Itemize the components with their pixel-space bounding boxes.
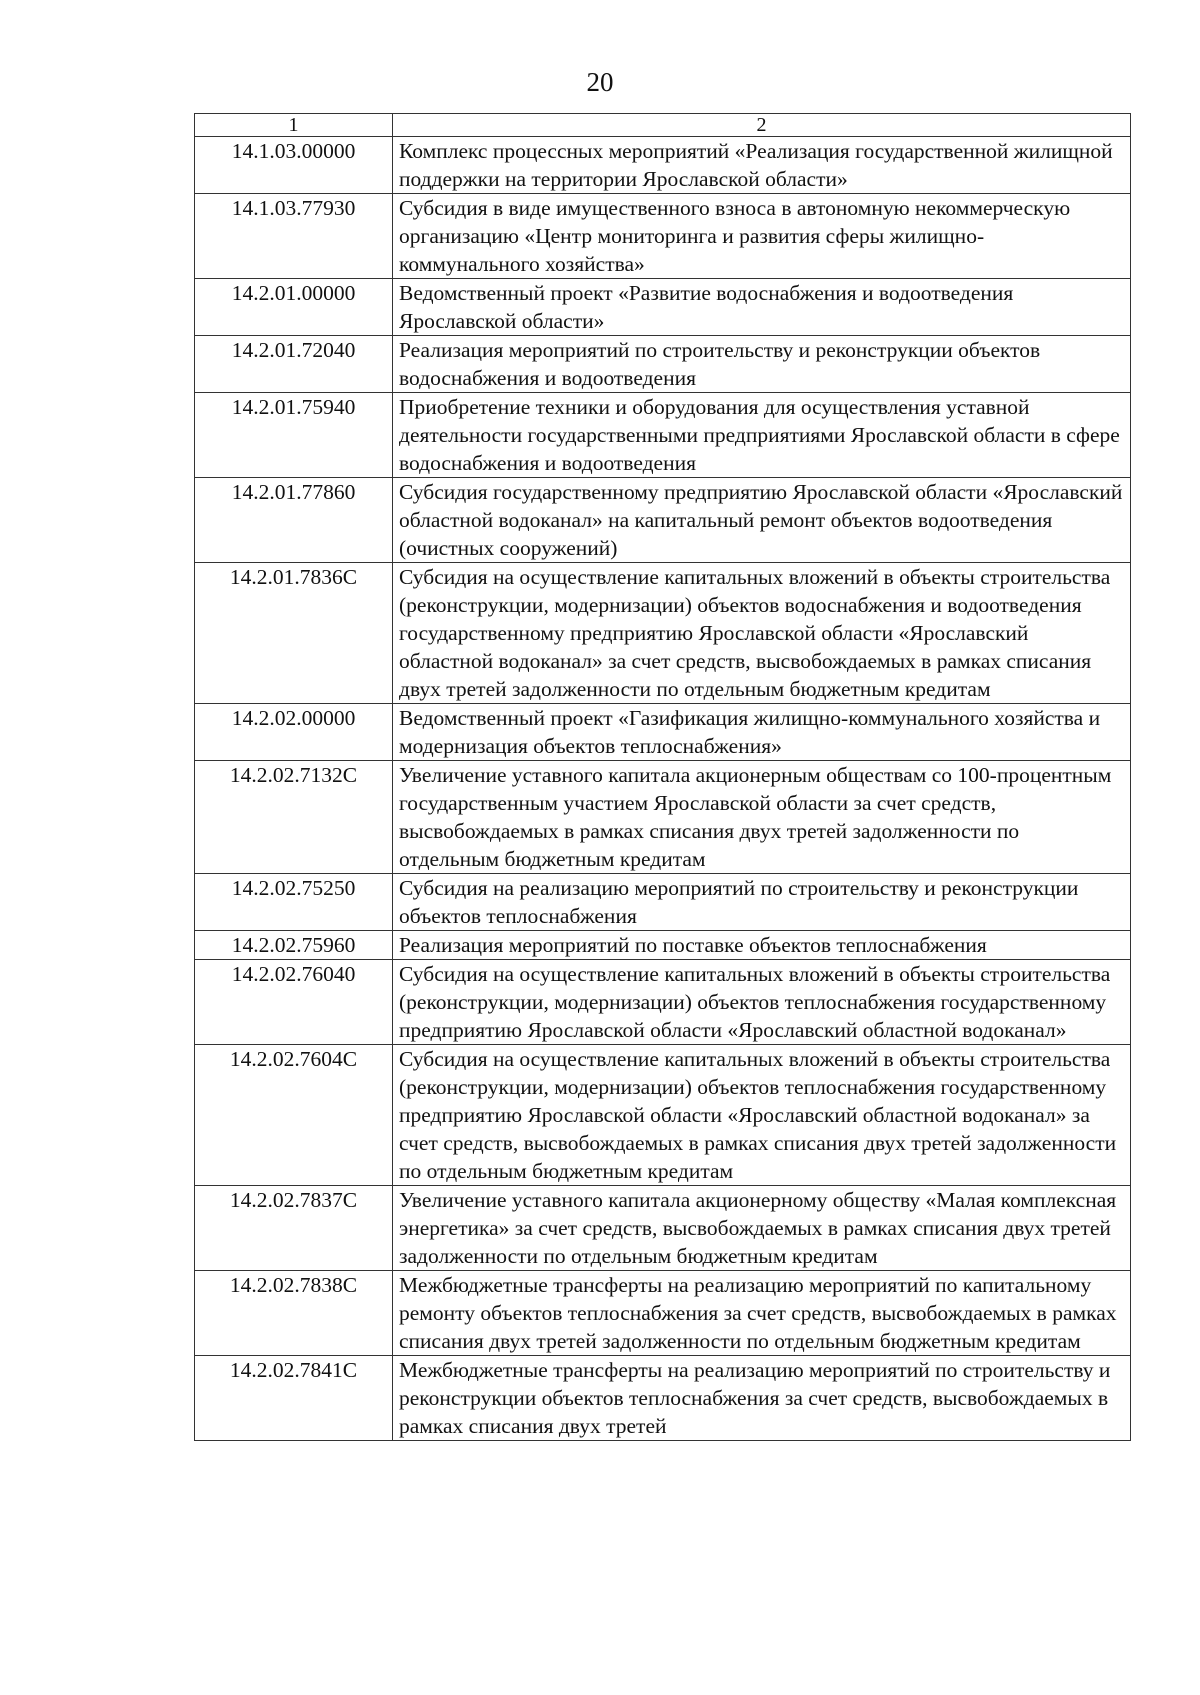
table-row [195,1356,1131,1441]
row-code: 14.2.01.72040 [195,336,393,393]
row-description: Увеличение уставного капитала акционерному обществу «Малая комплексная энергетика» за счет средств, высвобождаемых в рамках списания двух третей задолженности по отдельным бюджетным кредитам [393,1186,1131,1271]
row-code: 14.1.03.00000 [195,137,393,194]
row-code: 14.2.02.7837С [195,1186,393,1271]
row-description: Субсидия на осуществление капитальных вложений в объекты строительства (реконструкции, модернизации) объектов теплоснабжения государственному предприятию Ярославской области «Ярославский областной водоканал» за счет средств, высвобождаемых в рамках списания двух третей задолженности по отдельным бюджетным кредитам [393,1045,1131,1186]
page-number: 20 [586,67,614,97]
table-row [195,960,1131,1045]
row-code: 14.2.02.00000 [195,704,393,761]
table-row [195,393,1131,478]
column-header-description: 2 [393,114,1131,137]
row-code: 14.2.02.7838С [195,1271,393,1356]
row-description: Субсидия на осуществление капитальных вложений в объекты строительства (реконструкции, модернизации) объектов теплоснабжения государственному предприятию Ярославской области «Ярославский областной водоканал» [393,960,1131,1045]
row-code: 14.2.02.7604С [195,1045,393,1186]
table-row [195,1186,1131,1271]
column-header-code: 1 [195,114,393,137]
table-body [195,114,1131,1441]
row-description: Комплекс процессных мероприятий «Реализация государственной жилищной поддержки на территории Ярославской области» [393,137,1131,194]
row-description: Межбюджетные трансферты на реализацию мероприятий по строительству и реконструкции объектов теплоснабжения за счет средств, высвобождаемых в рамках списания двух третей [393,1356,1131,1441]
row-code: 14.1.03.77930 [195,194,393,279]
table-row [195,137,1131,194]
table-row [195,194,1131,279]
budget-code-table [194,113,1131,1441]
row-code: 14.2.02.7132С [195,761,393,874]
table-row [195,704,1131,761]
row-description: Межбюджетные трансферты на реализацию мероприятий по капитальному ремонту объектов теплоснабжения за счет средств, высвобождаемых в рамках списания двух третей задолженности по отдельным бюджетным кредитам [393,1271,1131,1356]
row-code: 14.2.01.75940 [195,393,393,478]
table-row [195,874,1131,931]
row-code: 14.2.02.75250 [195,874,393,931]
row-description: Субсидия на осуществление капитальных вложений в объекты строительства (реконструкции, модернизации) объектов водоснабжения и водоотведения государственному предприятию Ярославской области «Ярославский областной водоканал» за счет средств, высвобождаемых в рамках списания двух третей задолженности по отдельным бюджетным кредитам [393,563,1131,704]
table-row [195,478,1131,563]
table-row [195,563,1131,704]
row-code: 14.2.02.75960 [195,931,393,960]
row-code: 14.2.02.76040 [195,960,393,1045]
table-header-row [195,114,1131,137]
row-description: Приобретение техники и оборудования для осуществления уставной деятельности государственными предприятиями Ярославской области в сфере водоснабжения и водоотведения [393,393,1131,478]
table-row [195,1045,1131,1186]
row-description: Увеличение уставного капитала акционерным обществам со 100-процентным государственным участием Ярославской области за счет средств, высвобождаемых в рамках списания двух третей задолженности по отдельным бюджетным кредитам [393,761,1131,874]
row-description: Реализация мероприятий по строительству и реконструкции объектов водоснабжения и водоотведения [393,336,1131,393]
row-code: 14.2.02.7841С [195,1356,393,1441]
row-description: Субсидия на реализацию мероприятий по строительству и реконструкции объектов теплоснабжения [393,874,1131,931]
row-description: Субсидия в виде имущественного взноса в автономную некоммерческую организацию «Центр мониторинга и развития сферы жилищно-коммунального хозяйства» [393,194,1131,279]
row-code: 14.2.01.00000 [195,279,393,336]
row-code: 14.2.01.77860 [195,478,393,563]
table-row [195,279,1131,336]
table-row [195,931,1131,960]
row-description: Ведомственный проект «Газификация жилищно-коммунального хозяйства и модернизация объектов теплоснабжения» [393,704,1131,761]
row-code: 14.2.01.7836С [195,563,393,704]
table-row [195,761,1131,874]
row-description: Реализация мероприятий по поставке объектов теплоснабжения [393,931,1131,960]
row-description: Ведомственный проект «Развитие водоснабжения и водоотведения Ярославской области» [393,279,1131,336]
table-row [195,1271,1131,1356]
table-row [195,336,1131,393]
row-description: Субсидия государственному предприятию Ярославской области «Ярославский областной водоканал» на капитальный ремонт объектов водоотведения (очистных сооружений) [393,478,1131,563]
